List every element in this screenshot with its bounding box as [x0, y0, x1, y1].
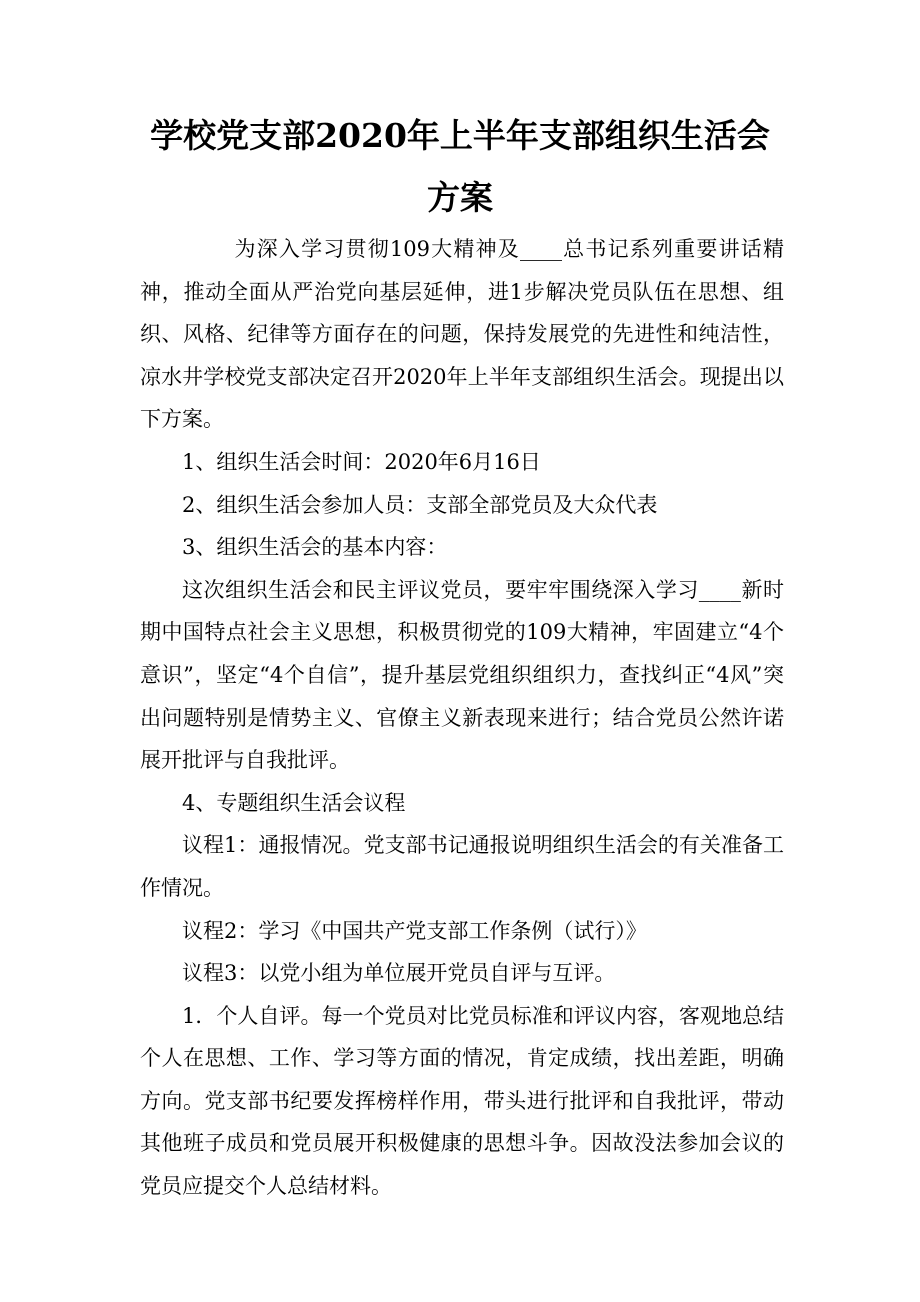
content-paragraph: 这次组织生活会和民主评议党员，要牢牢围绕深入学习____新时期中国特点社会主义思想，积极贯彻党的109大精神，牢固建立“4个意识”，坚定“4个自信”，提升基层党组织组织力，查找纠正“4风”突出问题特别是情势主义、官僚主义新表现来进行；结合党员公然许诺展开批评与自我批评。 [140, 577, 784, 773]
document-title-line-2: 方案 [427, 178, 493, 217]
agenda-heading: 4、专题组织生活会议程 [182, 790, 406, 815]
agenda-item-1: 议程1：通报情况。党支部书记通报说明组织生活会的有关准备工作情况。 [140, 833, 784, 900]
content-heading: 3、组织生活会的基本内容： [182, 535, 448, 560]
participants-item: 2、组织生活会参加人员：支部全部党员及大众代表 [182, 492, 658, 517]
agenda-item-2: 议程2：学习《中国共产党支部工作条例（试行）》 [182, 918, 647, 943]
self-evaluation-paragraph: 1．个人自评。每一个党员对比党员标准和评议内容，客观地总结个人在思想、工作、学习等方面的情况，肯定成绩，找出差距，明确方向。党支部书纪要发挥榜样作用，带头进行批评和自我批评，带动其他班子成员和党员展开积极健康的思想斗争。因故没法参加会议的党员应提交个人总结材料。 [140, 1003, 784, 1199]
intro-paragraph: 为深入学习贯彻109大精神及____总书记系列重要讲话精神，推动全面从严治党向基层延伸，进1步解决党员队伍在思想、组织、风格、纪律等方面存在的问题，保持发展党的先进性和纯洁性，凉水井学校党支部决定召开2020年上半年支部组织生活会。现提出以下方案。 [140, 237, 784, 432]
agenda-item-3: 议程3：以党小组为单位展开党员自评与互评。 [182, 961, 616, 986]
document-title-line-1: 学校党支部2020年上半年支部组织生活会 [150, 116, 770, 155]
meeting-time-item: 1、组织生活会时间：2020年6月16日 [182, 449, 541, 474]
document-body [140, 228, 784, 1208]
